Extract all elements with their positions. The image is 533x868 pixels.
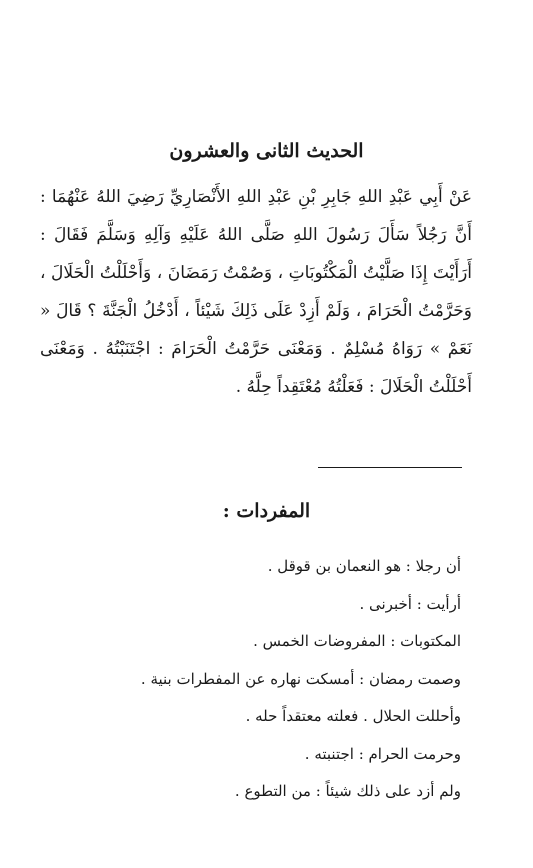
hadith-text: عَنْ أَبِي عَبْدِ اللهِ جَابِرِ بْنِ عَبْدِ اللهِ الأَنْصَارِيِّ رَضِيَ اللهُ عَنْهُمَا : أَنَّ رَجُلاً سَأَلَ رَسُولَ اللهِ صَلَّى اللهُ عَلَيْهِ وَآلِهِ وَسَلَّمَ فَقَالَ : أَرَأَيْتَ إِذَا صَلَّيْتُ الْمَكْتُوبَاتِ ، وَصُمْتُ رَمَضَانَ ، وَأَحْلَلْتُ الْحَلَالَ ، وَحَرَّمْتُ الْحَرَامَ ، وَلَمْ أَزِدْ عَلَى ذَلِكَ شَيْئاً ، أَدْخُلُ الْجَنَّةَ ؟ قَالَ « نَعَمْ » رَوَاهُ مُسْلِمٌ . وَمَعْنَى حَرَّمْتُ الْحَرَامَ : اجْتَنَبْتُهُ . وَمَعْنَى أَحْلَلْتُ الْحَلَالَ : فَعَلْتُهُ مُعْتَقِداً حِلَّهُ . (40, 187, 472, 397)
vocabulary-item: أرأيت : أخبرنى . (359, 594, 461, 613)
vocabulary-item: المكتوبات : المفروضات الخمس . (253, 632, 461, 650)
vocabulary-list (61, 548, 461, 811)
vocabulary-item: وحرمت الحرام : اجتنبته . (304, 744, 461, 763)
hadith-title: الحديث الثانى والعشرون (169, 140, 364, 162)
vocabulary-item: وأحللت الحلال . فعلته معتقداً حله . (245, 707, 461, 725)
vocabulary-item: وصمت رمضان : أمسكت نهاره عن المفطرات بنية . (140, 669, 461, 688)
section-divider (318, 467, 462, 468)
vocabulary-item: ولم أزد على ذلك شيئاً : من التطوع . (234, 782, 461, 800)
vocabulary-heading: المفردات : (222, 500, 311, 522)
hadith-body (40, 178, 472, 406)
vocabulary-item: أن رجلا : هو النعمان بن قوقل . (267, 557, 461, 575)
